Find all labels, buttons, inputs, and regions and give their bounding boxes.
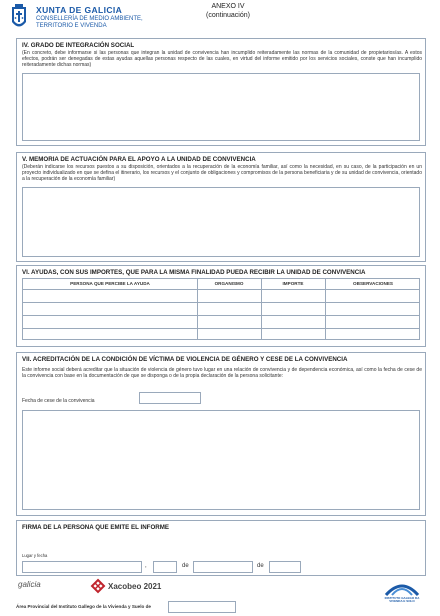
- provincial-area-field[interactable]: [168, 601, 236, 613]
- column-header-organism: ORGANISMO: [214, 281, 244, 286]
- table-divider: [197, 279, 198, 339]
- signature-section: [16, 520, 426, 576]
- section-vii: [16, 352, 426, 516]
- section-vi-title: VI. AYUDAS, CON SUS IMPORTES, QUE PARA LA MISMA FINALIDAD PUEDA RECIBIR LA UNIDAD DE CONVIVENCIA: [22, 269, 366, 276]
- igvs-line1: INSTITUTO GALEGO DA: [384, 596, 420, 600]
- section-vii-textarea[interactable]: [22, 410, 420, 510]
- table-row[interactable]: [23, 302, 419, 303]
- place-field[interactable]: [22, 561, 142, 573]
- year-field[interactable]: [269, 561, 301, 573]
- section-v-description: (Deberán indicarse los recursos puestos a su disposición, orientados a la recuperación de la economía familiar, así como la necesidad, en su caso, de la participación en un proyecto individualizado en que se defina el itinerario, los recursos y el conjunto de obligaciones y compromisos de la persona beneficiaria y de su unidad de convivencia, orientado a la recuperación de la economía familiar): [22, 164, 422, 183]
- day-field[interactable]: [153, 561, 177, 573]
- annex-heading: [188, 3, 268, 20]
- month-field[interactable]: [193, 561, 253, 573]
- galicia-logo: galicia: [18, 580, 41, 589]
- signature-title: FIRMA DE LA PERSONA QUE EMITE EL INFORME: [22, 524, 170, 531]
- org-subtitle: [36, 16, 143, 30]
- igvs-line2: VIVENDA E SOLO: [389, 599, 415, 604]
- section-vi: [16, 265, 426, 347]
- section-iv-textarea[interactable]: [22, 73, 420, 141]
- section-iv-description: (En concreto, debe informarse si las personas que integran la unidad de convivencia han incumplido reiteradamente las normas de la comunidad de propietarios/as. A estos efectos, podrán ser denegadas de estas ayudas aquellas personas respecto de las cuales, en virtud del informe emitido por los servicios sociales, conste que han incumplido reiteradamente dichas normas): [22, 50, 422, 69]
- table-divider: [325, 279, 326, 339]
- column-header-observations: OBSERVACIONES: [353, 281, 393, 286]
- aid-table: [22, 278, 420, 340]
- xacobeo-scallop-icon: [90, 578, 106, 594]
- annex-subtitle: (continuación): [206, 11, 250, 19]
- de-separator-1: de: [182, 563, 189, 569]
- section-vii-title: VII. ACREDITACIÓN DE LA CONDICIÓN DE VÍCTIMA DE VIOLENCIA DE GÉNERO Y CESE DE LA CONVIVENCIA: [22, 356, 348, 363]
- table-row[interactable]: [23, 328, 419, 329]
- org-subtitle-line2: TERRITORIO E VIVENDA: [36, 23, 107, 29]
- igvs-logo-icon: [384, 577, 420, 597]
- column-header-amount: IMPORTE: [282, 281, 304, 286]
- comma-separator: ,: [145, 563, 147, 569]
- section-vii-description: Este informe social deberá acreditar que la situación de violencia de género tuvo lugar en una relación de convivencia y de dependencia económica, así como la fecha de cese de la convivencia con base en la documentación de que se disponga o de la propia declaración de la persona solicitante:: [22, 367, 422, 380]
- cessation-date-field[interactable]: [139, 392, 201, 404]
- provincial-area-label: Área Provincial del Instituto Gallego de la Vivienda y Suelo de: [16, 604, 151, 609]
- column-header-person: PERSONA QUE PERCIBE LA AYUDA: [70, 281, 150, 286]
- section-v-title: V. MEMORIA DE ACTUACIÓN PARA EL APOYO A LA UNIDAD DE CONVIVENCIA: [22, 156, 256, 163]
- org-name: XUNTA DE GALICIA: [36, 5, 123, 15]
- section-iv: [16, 38, 426, 146]
- section-v-textarea[interactable]: [22, 187, 420, 257]
- section-v: [16, 152, 426, 262]
- igvs-logo-text: [380, 597, 424, 604]
- place-date-label: Lugar y fecha: [22, 553, 48, 558]
- document-header: [0, 0, 440, 36]
- table-divider: [261, 279, 262, 339]
- galicia-coat-of-arms-icon: [10, 4, 28, 32]
- xacobeo-logo: Xacobeo 2021: [108, 582, 162, 591]
- section-iv-title: IV. GRADO DE INTEGRACIÓN SOCIAL: [22, 42, 135, 49]
- cessation-date-label: Fecha de cese de la convivencia: [22, 398, 95, 404]
- table-divider: [23, 289, 419, 290]
- org-subtitle-line1: CONSELLERÍA DE MEDIO AMBIENTE,: [36, 16, 143, 22]
- de-separator-2: de: [257, 563, 264, 569]
- table-row[interactable]: [23, 315, 419, 316]
- annex-title: ANEXO IV: [211, 3, 245, 10]
